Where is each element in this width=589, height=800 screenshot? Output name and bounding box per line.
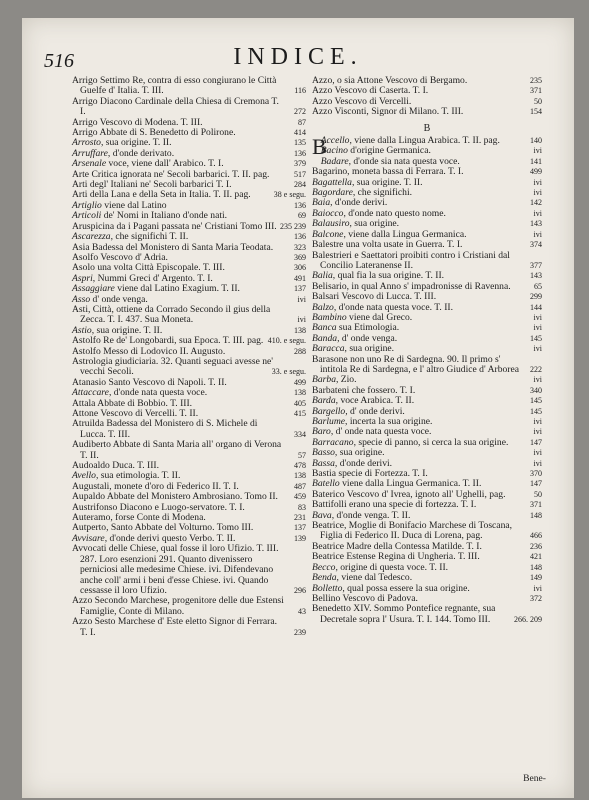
- entry-body: , sua origine.: [334, 447, 385, 459]
- entry-page-ref: 33. e segu.: [271, 367, 306, 377]
- entry-body: Aupaldo Abbate del Monistero Ambrosiano. Tomo II.: [72, 491, 278, 503]
- entry-headword: Batello: [312, 478, 340, 490]
- entry-headword: Bagattella: [312, 176, 352, 188]
- entry-page-ref: ivi: [533, 208, 542, 218]
- entry-body: Atanasio Santo Vescovo di Napoli. T. II.: [72, 376, 227, 388]
- entry-headword: Baia: [312, 197, 331, 209]
- entry-headword: Artiglio: [72, 199, 102, 211]
- entry-body: , che significhi.: [352, 187, 413, 199]
- entry-body: Bastia specie di Fortezza. T. I.: [312, 468, 428, 480]
- entry-page-ref: ivi: [297, 294, 306, 304]
- entry-headword: Bassa: [312, 457, 335, 469]
- entry-body: Beatrice, Moglie di Bonifacio Marchese di Toscana, Figlia di Federico II. Duca di Lorena, pag.: [312, 520, 513, 542]
- catchword: Bene-: [523, 773, 546, 784]
- entry-headword: Bagordare: [312, 187, 353, 199]
- entry-page-ref: 499: [530, 167, 542, 177]
- entry-page-ref: 340: [530, 385, 542, 395]
- entry-body: Beatrice Madre della Contessa Matilde. T. I.: [312, 540, 482, 552]
- entry-headword: Barlume: [312, 416, 346, 427]
- entry-page-ref: 487: [294, 481, 306, 491]
- entry-body: , qual fia la sua origine. T. II.: [332, 270, 445, 282]
- entry-page-ref: 141: [530, 156, 542, 166]
- entry-page-ref: 466: [530, 531, 542, 541]
- entry-body: d'origine Germanica.: [347, 145, 431, 157]
- entry-body: Attala Abbate di Bobbio. T. III.: [72, 397, 193, 409]
- index-entry: [72, 596, 306, 617]
- entry-page-ref: 371: [530, 500, 542, 510]
- entry-page-ref: 288: [294, 346, 306, 356]
- entry-body: Augustali, monete d'oro di Federico II. T. I.: [72, 480, 239, 492]
- entry-page-ref: ivi: [533, 427, 542, 437]
- entry-body: , Zio.: [335, 374, 357, 386]
- entry-text: [72, 440, 284, 461]
- entry-page-ref: 142: [530, 198, 542, 208]
- entry-body: Asolo una volta Città Episcopale. T. III.: [72, 262, 225, 274]
- entry-page-ref: 405: [294, 398, 306, 408]
- entry-body: Arti della Lana e della Seta in Italia. T. II. pag.: [72, 189, 251, 201]
- entry-page-ref: 138: [294, 325, 306, 335]
- entry-body: Asolfo Vescovo d' Adria.: [72, 251, 168, 263]
- entry-body: , d'onde derivi.: [334, 457, 393, 469]
- index-entry: [72, 305, 306, 326]
- drop-cap: B: [312, 134, 327, 160]
- entry-headword: Avvisare: [72, 532, 105, 544]
- entry-page-ref: 143: [530, 219, 542, 229]
- entry-headword: Arsenale: [72, 158, 107, 170]
- page-title: INDICE.: [233, 44, 363, 70]
- entry-page-ref: 140: [530, 136, 542, 146]
- entry-headword: Barracano: [312, 436, 354, 448]
- entry-text: [72, 617, 284, 638]
- entry-page-ref: ivi: [533, 188, 542, 198]
- entry-page-ref: 235: [530, 76, 542, 85]
- entry-body: Astolfo Re de' Longobardi, sua Epoca. T. III. pag.: [72, 335, 264, 347]
- entry-body: viene dalla Lingua Germanica. T. II.: [339, 478, 482, 490]
- entry-page-ref: 371: [530, 86, 542, 96]
- entry-page-ref: 50: [534, 489, 542, 499]
- entry-page-ref: 137: [294, 523, 306, 533]
- entry-page-ref: 459: [294, 492, 306, 502]
- entry-page-ref: 136: [294, 232, 306, 242]
- entry-page-ref: ivi: [533, 146, 542, 156]
- entry-headword: Arrosto: [72, 137, 101, 149]
- entry-page-ref: 69: [298, 211, 306, 221]
- entry-text: [312, 107, 520, 117]
- entry-body: Balsari Vescovo di Lucca. T. III.: [312, 291, 437, 303]
- entry-headword: Balia: [312, 270, 333, 282]
- entry-page-ref: 478: [294, 461, 306, 471]
- entry-body: Austrifonso Diacono e Luogo-servatore. T. I.: [72, 501, 245, 513]
- entry-page-ref: 57: [298, 450, 306, 460]
- entry-body: , viene dal Tedesco.: [336, 572, 413, 584]
- entry-page-ref: 139: [294, 533, 306, 543]
- entry-headword: Aspri: [72, 272, 93, 284]
- entry-body: Audiberto Abbate di Santa Maria all' organo di Verona T. II.: [72, 439, 282, 461]
- entry-page-ref: 374: [530, 240, 542, 250]
- entry-headword: Balcone: [312, 228, 344, 240]
- entry-body: , d'onde derivi questo Verbo. T. II.: [104, 532, 236, 544]
- entry-headword: Avello: [72, 470, 96, 482]
- entry-page-ref: 137: [294, 284, 306, 294]
- entry-body: Autperto, Santo Abbate del Volturno. Tomo III.: [72, 522, 254, 534]
- entry-headword: Baracca: [312, 343, 345, 355]
- entry-page-ref: 491: [294, 273, 306, 283]
- entry-page-ref: 65: [534, 281, 542, 291]
- entry-headword: Ascarezza: [72, 231, 111, 243]
- entry-headword: Banca: [312, 322, 337, 334]
- entry-page-ref: 83: [298, 502, 306, 512]
- entry-body: Azzo, o sia Attone Vescovo di Bergamo.: [312, 75, 468, 86]
- entry-body: , incerta la sua origine.: [345, 416, 433, 427]
- entry-headword: Asso: [72, 293, 91, 305]
- entry-body: Battifolli erano una specie di fortezza. T. I.: [312, 499, 477, 511]
- entry-body: Atruilda Badessa del Monistero di S. Michele di Lucca. T. III.: [72, 418, 258, 440]
- entry-page-ref: 370: [530, 469, 542, 479]
- entry-body: Astolfo Messo di Lodovico II. Augusto.: [72, 345, 226, 357]
- section-letter: B: [423, 122, 431, 134]
- entry-text: [312, 251, 520, 272]
- index-entry: [72, 76, 306, 97]
- entry-page-ref: 136: [294, 148, 306, 158]
- index-entry: [72, 544, 306, 596]
- entry-headword: Badare: [320, 155, 349, 167]
- entry-page-ref: ivi: [533, 583, 542, 593]
- entry-body: Azzo Vescovo di Vercelli.: [312, 95, 412, 107]
- entry-body: Benedetto XIV. Sommo Pontefice regnante, sua Decretale sopra l' Usura. T. I. 144. Tomo III.: [312, 603, 496, 625]
- entry-body: , sua etimologia. T. II.: [95, 470, 181, 482]
- entry-body: Balestrieri e Saettatori proibiti contro i Cristiani dal Concilio Lateranense II.: [312, 249, 510, 271]
- entry-body: Attone Vescovo di Vercelli. T. II.: [72, 408, 199, 419]
- entry-body: Barbateni che fossero. T. I.: [312, 384, 416, 396]
- entry-body: Auteramo, forse Conte di Modena.: [72, 512, 206, 524]
- entry-page-ref: 369: [294, 252, 306, 262]
- entry-page-ref: ivi: [533, 448, 542, 458]
- entry-body: Bellino Vescovo di Padova.: [312, 592, 418, 604]
- entry-body: , d' onde nata questa voce.: [330, 426, 432, 438]
- entry-text: [72, 76, 284, 97]
- entry-body: voce, viene dall' Arabico. T. I.: [106, 158, 224, 170]
- entry-headword: Assaggiare: [72, 283, 115, 295]
- entry-body: Arrigo Vescovo di Modena. T. III.: [72, 116, 203, 128]
- entry-page-ref: ivi: [533, 323, 542, 333]
- entry-headword: Articoli: [72, 210, 102, 222]
- entry-page-ref: 499: [294, 377, 306, 387]
- entry-page-ref: ivi: [533, 458, 542, 468]
- entry-body: Arrigo Diacono Cardinale della Chiesa di Cremona T. I.: [72, 95, 279, 118]
- entry-page-ref: 143: [530, 271, 542, 281]
- entry-page-ref: 306: [294, 263, 306, 273]
- entry-page-ref: 147: [530, 479, 542, 489]
- entry-page-ref: 421: [530, 552, 542, 562]
- entry-body: Baterico Vescovo d' Ivrea, ignoto all' Ughelli, pag.: [312, 488, 506, 500]
- entry-headword: Bolletto: [312, 582, 343, 594]
- entry-page-ref: 38 e segu.: [273, 190, 306, 200]
- entry-body: , viene dalla Lingua Arabica. T. II. pag.: [349, 135, 500, 147]
- entry-page-ref: 266. 209: [514, 614, 542, 624]
- page-number: 516: [44, 50, 74, 72]
- entry-body: Bagarino, moneta bassa di Ferrara. T. I.: [312, 166, 464, 178]
- entry-body: Asia Badessa del Monistero di Santa Maria Teodata.: [72, 241, 274, 253]
- entry-body: Azzo Secondo Marchese, progenitore delle due Estensi Famiglie, Conte di Milano.: [72, 595, 284, 617]
- entry-text: [312, 604, 520, 625]
- entry-page-ref: 148: [530, 562, 542, 572]
- entry-page-ref: ivi: [533, 344, 542, 354]
- entry-page-ref: 145: [530, 406, 542, 416]
- entry-body: , sua origine. T. II.: [351, 176, 423, 188]
- entry-body: Arti degl' Italiani ne' Secoli barbarici T. I.: [72, 179, 232, 191]
- entry-page-ref: 296: [294, 585, 306, 595]
- entry-page-ref: 239: [294, 627, 306, 637]
- index-entry: [72, 617, 306, 638]
- entry-headword: Becco: [312, 561, 336, 573]
- entry-body: Audoaldo Duca. T. III.: [72, 460, 160, 472]
- entry-headword: Benda: [312, 572, 337, 584]
- entry-body: Avvocati delle Chiese, qual fosse il loro Ufizio. T. III. 287. Loro esenzioni 291. Quanto divenissero perniciosi alle medesime Chiese. ivi. Difendevano anche coll' armi i beni d'esse Chiese. ivi. Quando cessasse il loro Ufizio.: [72, 543, 279, 596]
- entry-headword: Attaccare: [72, 387, 109, 399]
- entry-page-ref: 148: [530, 510, 542, 520]
- entry-body: Azzo Sesto Marchese d' Este eletto Signor di Ferrara. T. I.: [72, 616, 278, 638]
- entry-page-ref: 415: [294, 409, 306, 418]
- index-group-azzo: [312, 76, 542, 118]
- entry-text: [312, 355, 520, 376]
- entry-body: , d'onde nato questo nome.: [343, 207, 446, 219]
- entry-page-ref: 145: [530, 396, 542, 406]
- entry-body: , specie di panno, si cerca la sua origine.: [353, 436, 509, 448]
- entry-body: Barasone non uno Re di Sardegna. 90. Il primo s' intitola Re di Sardegna, e l' altro Giudice d' Arborea: [312, 353, 520, 375]
- entry-body: viene dal Greco.: [346, 311, 413, 323]
- entry-body: Beatrice Estense Regina di Ungheria. T. III.: [312, 551, 480, 563]
- entry-text: [312, 521, 520, 542]
- entry-text: [72, 544, 284, 596]
- entry-page-ref: 147: [530, 437, 542, 447]
- entry-page-ref: 377: [530, 260, 542, 270]
- entry-body: , d'onde derivato.: [107, 147, 175, 159]
- entry-body: Belisario, in qual Anno s' impadronisse di Ravenna.: [312, 280, 511, 292]
- entry-body: viene dal Latino Exagium. T. II.: [114, 283, 240, 295]
- index-entry: [312, 107, 542, 117]
- entry-body: , viene dalla Lingua Germanica.: [343, 228, 467, 240]
- entry-body: , d'onde derivi.: [330, 197, 388, 209]
- entry-body: viene dal Latino: [101, 199, 167, 211]
- entry-page-ref: ivi: [297, 315, 306, 325]
- index-entry: [312, 604, 542, 625]
- entry-body: d' onde venga.: [90, 293, 148, 305]
- entry-page-ref: 87: [298, 117, 306, 127]
- entry-body: , sua origine. T. II.: [91, 324, 163, 336]
- entry-body: Balestre una volta usate in Guerra. T. I.: [312, 239, 463, 251]
- entry-body: de' Nomi in Italiano d'onde nati.: [101, 210, 228, 222]
- entry-body: Azzo Vescovo di Caserta. T. I.: [312, 85, 429, 97]
- entry-page-ref: ivi: [533, 229, 542, 239]
- entry-text: [72, 305, 284, 326]
- entry-page-ref: 272: [294, 107, 306, 117]
- index-entry: [312, 521, 542, 542]
- entry-page-ref: 136: [294, 200, 306, 210]
- entry-page-ref: 145: [530, 333, 542, 343]
- entry-body: , sua origine.: [344, 343, 395, 355]
- entry-headword: Accello: [320, 135, 350, 147]
- entry-page-ref: 410. e segu.: [267, 336, 306, 346]
- index-entry: [72, 357, 306, 378]
- entry-body: Azzo Visconti, Signor di Milano. T. III.: [312, 106, 464, 118]
- entry-body: Arrigo Settimo Re, contra di esso congiurano le Città Guelfe d' Italia. T. III.: [72, 75, 277, 97]
- entry-body: , d'onde nata questa voce. T. II.: [333, 301, 453, 313]
- entry-page-ref: ivi: [533, 177, 542, 187]
- entry-body: , d'onde venga. T. II.: [331, 509, 411, 521]
- entry-headword: Arruffare: [72, 147, 108, 159]
- entry-headword: Bacino: [320, 145, 348, 157]
- entry-page-ref: 144: [530, 302, 542, 312]
- entry-text: [72, 97, 284, 118]
- entry-page-ref: 50: [534, 96, 542, 106]
- entry-headword: Bambino: [312, 311, 347, 323]
- entry-page-ref: ivi: [533, 417, 542, 426]
- entry-text: [72, 596, 284, 617]
- entry-body: Arrigo Abbate di S. Benedetto di Polirone.: [72, 127, 236, 139]
- entry-page-ref: 517: [294, 169, 306, 179]
- index-entry: [312, 355, 542, 376]
- index-group-b: [312, 136, 542, 625]
- entry-body: , sua origine. T. II.: [100, 137, 172, 149]
- index-column-left: [72, 76, 306, 638]
- entry-body: Arte Critica ignorata ne' Secoli barbarici. T. II. pag.: [72, 168, 270, 180]
- entry-page-ref: ivi: [533, 312, 542, 322]
- book-page: [22, 18, 574, 798]
- entry-page-ref: 138: [294, 388, 306, 398]
- entry-headword: Balausiro: [312, 218, 350, 230]
- entry-text: [72, 357, 284, 378]
- entry-page-ref: 116: [294, 86, 306, 96]
- entry-page-ref: 222: [530, 364, 542, 374]
- entry-headword: Baiocco: [312, 207, 344, 219]
- entry-headword: Balzo: [312, 301, 334, 313]
- index-column-right: [312, 76, 542, 625]
- entry-page-ref: 135: [294, 138, 306, 148]
- entry-text: [72, 419, 284, 440]
- entry-headword: Barba: [312, 374, 336, 386]
- entry-page-ref: 154: [530, 107, 542, 117]
- entry-page-ref: 236: [530, 541, 542, 551]
- entry-page-ref: 231: [294, 513, 306, 523]
- entry-page-ref: 149: [530, 573, 542, 583]
- entry-headword: Bava: [312, 509, 332, 521]
- index-entry: [72, 419, 306, 440]
- entry-headword: Banda: [312, 332, 338, 344]
- entry-body: , d' onde derivi.: [345, 405, 405, 417]
- entry-page-ref: 284: [294, 180, 306, 190]
- entry-headword: Bargello: [312, 405, 346, 417]
- entry-body: , voce Arabica. T. II.: [335, 395, 415, 407]
- entry-body: , che significhi T. II.: [110, 231, 189, 243]
- entry-body: , qual possa essere la sua origine.: [342, 582, 470, 594]
- entry-body: Asti, Città, ottiene da Corrado Secondo il gius della Zecca. T. I. 437. Sua Moneta.: [72, 303, 271, 326]
- entry-headword: Baro: [312, 426, 331, 438]
- entry-headword: Barda: [312, 395, 336, 407]
- entry-page-ref: 414: [294, 128, 306, 138]
- index-entry: [312, 251, 542, 272]
- entry-body: Aruspicina da i Pagani passata ne' Cristiani Tomo III.: [72, 220, 277, 232]
- entry-page-ref: ivi: [533, 375, 542, 385]
- entry-page-ref: 235 239: [280, 221, 306, 231]
- entry-body: , origine di questa voce. T. II.: [335, 561, 449, 573]
- index-entry: [72, 440, 306, 461]
- entry-body: Astrologia giudiciaria. 32. Quanti seguaci avesse ne' vecchi Secoli.: [72, 355, 274, 378]
- entry-page-ref: 372: [530, 593, 542, 603]
- entry-headword: Basso: [312, 447, 335, 459]
- entry-page-ref: 334: [294, 429, 306, 439]
- entry-body: , d'onde nata questa voce.: [108, 387, 208, 399]
- entry-body: , d'onde sia nata questa voce.: [348, 155, 460, 167]
- entry-page-ref: 299: [530, 292, 542, 302]
- entry-page-ref: 43: [298, 606, 306, 616]
- entry-headword: Astio: [72, 324, 92, 336]
- entry-body: sua Etimologia.: [336, 322, 400, 334]
- entry-page-ref: 379: [294, 159, 306, 169]
- entry-body: , d' onde venga.: [337, 332, 398, 344]
- index-entry: [72, 97, 306, 118]
- entry-page-ref: 138: [294, 471, 306, 481]
- entry-page-ref: 323: [294, 242, 306, 252]
- entry-body: , Nummi Greci d' Argento. T. I.: [92, 272, 213, 284]
- entry-body: , sua origine.: [349, 218, 400, 230]
